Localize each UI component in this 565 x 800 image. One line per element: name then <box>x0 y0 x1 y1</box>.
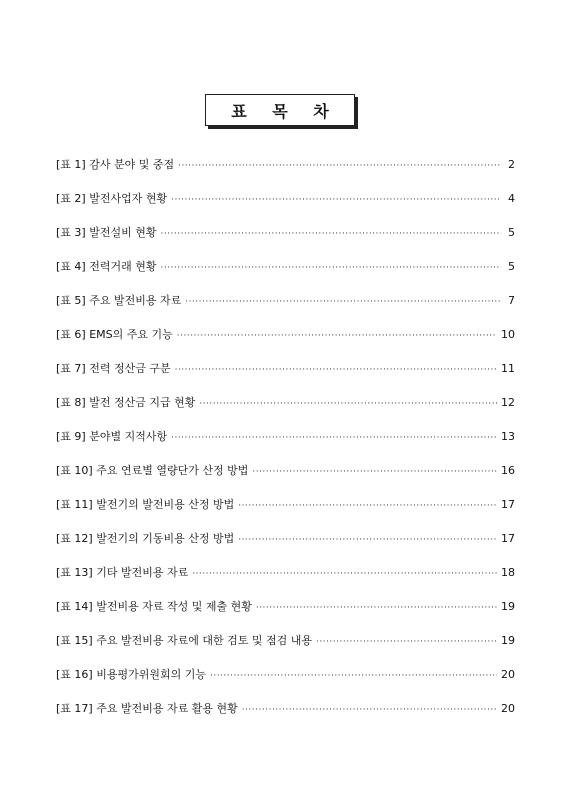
toc-entry-label: [표 14] 발전비용 자료 작성 및 제출 현황 <box>56 600 252 613</box>
toc-entry <box>56 258 515 292</box>
toc-dot-leader <box>175 365 497 375</box>
toc-entry-label: [표 3] 발전설비 현황 <box>56 226 157 239</box>
toc-dot-leader <box>160 263 501 273</box>
toc-entry <box>56 326 515 360</box>
toc-entry-page: 16 <box>501 464 515 477</box>
toc-entry-label: [표 5] 주요 발전비용 자료 <box>56 294 182 307</box>
toc-entry <box>56 360 515 394</box>
toc-dot-leader <box>160 229 501 239</box>
toc-entry-label: [표 15] 주요 발전비용 자료에 대한 검토 및 점검 내용 <box>56 634 312 647</box>
toc-dot-leader <box>210 671 497 681</box>
toc-entry-page: 7 <box>508 294 515 307</box>
toc-entry-label: [표 7] 전력 정산금 구분 <box>56 362 171 375</box>
toc-entry-label: [표 1] 감사 분야 및 중점 <box>56 158 175 171</box>
toc-entry <box>56 428 515 462</box>
toc-entry <box>56 700 515 734</box>
toc-entry-label: [표 13] 기타 발전비용 자료 <box>56 566 189 579</box>
toc-entry-label: [표 8] 발전 정산금 지급 현황 <box>56 396 196 409</box>
toc-dot-leader <box>177 331 497 341</box>
toc-entry-page: 11 <box>501 362 515 375</box>
toc-entry-label: [표 12] 발전기의 기동비용 산정 방법 <box>56 532 235 545</box>
toc-entry <box>56 496 515 530</box>
toc-entry <box>56 564 515 598</box>
toc-entry <box>56 394 515 428</box>
toc-entry <box>56 462 515 496</box>
toc-dot-leader <box>192 569 497 579</box>
toc-dot-leader <box>252 467 497 477</box>
toc-dot-leader <box>178 161 501 171</box>
toc-entry-page: 4 <box>508 192 515 205</box>
toc-entry-label: [표 17] 주요 발전비용 자료 활용 현황 <box>56 702 238 715</box>
toc-entry-page: 17 <box>501 532 515 545</box>
toc-dot-leader <box>242 705 497 715</box>
toc-entry <box>56 598 515 632</box>
toc-dot-leader <box>185 297 501 307</box>
toc-entry-page: 5 <box>508 226 515 239</box>
toc-entry-page: 17 <box>501 498 515 511</box>
toc-entry-label: [표 10] 주요 연료별 열량단가 산정 방법 <box>56 464 249 477</box>
toc-entry <box>56 666 515 700</box>
toc-entry-page: 18 <box>501 566 515 579</box>
toc-dot-leader <box>316 637 497 647</box>
toc-title-box <box>205 94 355 126</box>
toc-entry <box>56 224 515 258</box>
toc-entry-page: 13 <box>501 430 515 443</box>
toc-entry-page: 19 <box>501 634 515 647</box>
toc-dot-leader <box>199 399 497 409</box>
toc-entry-label: [표 6] EMS의 주요 기능 <box>56 328 173 341</box>
toc-entry <box>56 190 515 224</box>
toc-entry-page: 19 <box>501 600 515 613</box>
toc-dot-leader <box>171 195 501 205</box>
toc-dot-leader <box>171 433 497 443</box>
toc-entry-label: [표 2] 발전사업자 현황 <box>56 192 168 205</box>
toc-entry-label: [표 4] 전력거래 현황 <box>56 260 157 273</box>
toc-entry-page: 10 <box>501 328 515 341</box>
toc-entry-page: 20 <box>501 702 515 715</box>
toc-entry <box>56 292 515 326</box>
page-title: 표 목 차 <box>231 101 339 121</box>
toc-dot-leader <box>238 501 497 511</box>
toc-entry-label: [표 16] 비용평가위원회의 기능 <box>56 668 206 681</box>
toc-entry <box>56 632 515 666</box>
toc-dot-leader <box>238 535 497 545</box>
toc-entry-label: [표 9] 분야별 지적사항 <box>56 430 168 443</box>
toc-entry-page: 20 <box>501 668 515 681</box>
toc-dot-leader <box>256 603 497 613</box>
toc-entry-label: [표 11] 발전기의 발전비용 산정 방법 <box>56 498 235 511</box>
toc-entry <box>56 156 515 190</box>
toc-entry <box>56 530 515 564</box>
table-of-tables-list <box>56 156 515 734</box>
toc-entry-page: 5 <box>508 260 515 273</box>
toc-entry-page: 2 <box>508 158 515 171</box>
toc-entry-page: 12 <box>501 396 515 409</box>
